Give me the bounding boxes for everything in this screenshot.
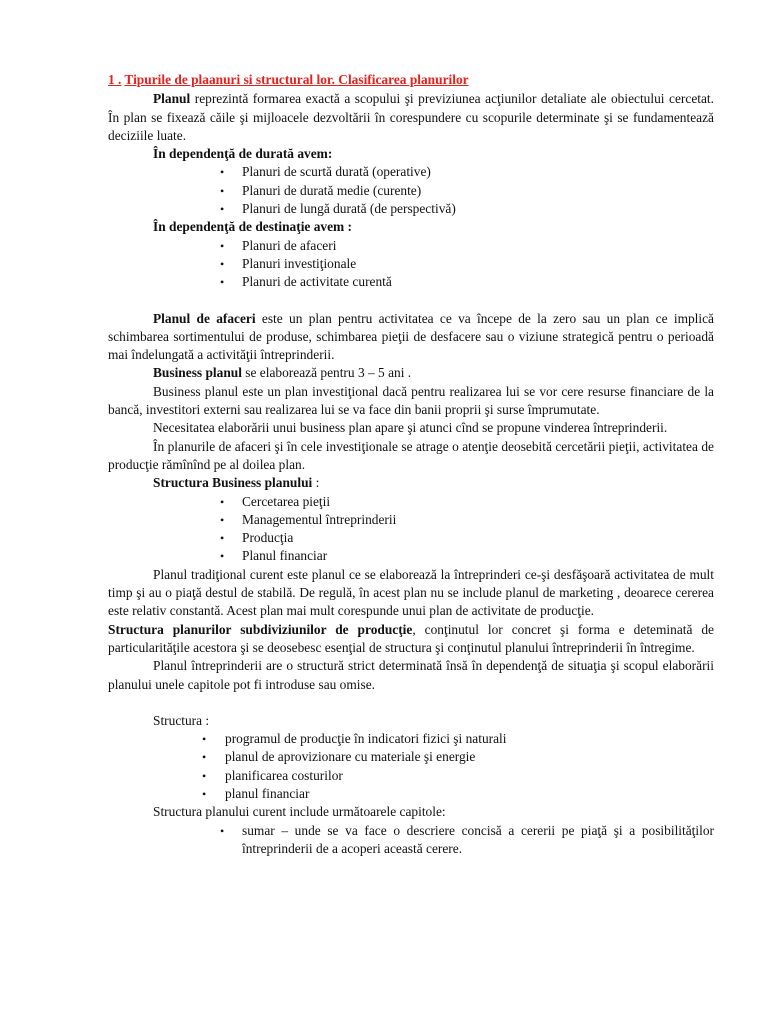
intro-paragraph [108, 90, 714, 145]
list-item [202, 730, 714, 748]
bullet-icon: • [202, 750, 207, 765]
current-plan-list [108, 822, 714, 859]
business-structure-heading-bold: Structura Business planului [153, 475, 313, 491]
list-item-text: Planul financiar [242, 548, 328, 564]
list-item-text: Planuri de lungă durată (de perspectivă) [242, 201, 456, 217]
list-item-text: planificarea costurilor [225, 767, 343, 783]
list-item [220, 200, 714, 218]
list-item [202, 748, 714, 766]
bullet-icon: • [220, 165, 225, 180]
bullet-icon: • [220, 549, 225, 564]
list-item-text: planul de aprovizionare cu materiale şi energie [225, 749, 476, 765]
bullet-icon: • [220, 531, 225, 546]
spacer [108, 292, 714, 310]
list-item-text: Managementul întreprinderii [242, 511, 397, 527]
bullet-icon: • [220, 494, 225, 509]
list-item-text: programul de producţie în indicatori fizici şi naturali [225, 731, 507, 747]
business-plan-definition-text: este un plan pentru activitatea ce va începe de la zero sau un plan ce implică schimbarea sortimentului de produse, schimbarea pieţii de desfacere sau o viziune strategică pentru o perioadă mai îndelungată a activităţii întreprinderii. [108, 310, 715, 363]
section-title [108, 71, 714, 89]
subdivisions-paragraph [108, 621, 714, 658]
bullet-icon: • [220, 202, 225, 217]
business-structure-list [108, 493, 714, 566]
destination-list [108, 237, 714, 292]
bullet-icon: • [220, 183, 225, 198]
list-item-text: Cercetarea pieţii [242, 493, 331, 509]
section-number: 1 . [108, 72, 122, 87]
list-item-text: sumar – unde se va face o descriere concisă a cererii pe piaţă şi a posibilităţilor întreprinderii de a acoperi această cerere. [242, 822, 714, 856]
business-plan-period [108, 364, 714, 382]
bullet-icon: • [220, 238, 225, 253]
business-structure-heading [108, 474, 714, 492]
bullet-icon: • [220, 823, 225, 838]
bullet-icon: • [202, 768, 207, 783]
spacer [108, 694, 714, 712]
subdivisions-text: , conţinutul lor concret şi forma e deteminată de particularităţile acestora şi se deosebesc esenţial de structura şi conţinutul planului întreprinderii în întregime. [108, 621, 715, 655]
list-item [220, 273, 714, 291]
intro-term: Planul [153, 91, 191, 107]
list-item-text: planul financiar [225, 785, 310, 801]
list-item [220, 163, 714, 181]
bullet-icon: • [220, 256, 225, 271]
list-item [220, 547, 714, 565]
necessity-paragraph: Necesitatea elaborării unui business plan apare şi atunci cînd se propune vinderea întreprinderii. [153, 420, 668, 436]
list-item [220, 493, 714, 511]
bullet-icon: • [202, 786, 207, 801]
business-structure-heading-rest: : [312, 475, 320, 491]
business-plan-term: Planul de afaceri [153, 310, 256, 326]
list-item [220, 237, 714, 255]
list-item-text: Producţia [242, 530, 294, 546]
investment-paragraph: Business planul este un plan investiţional dacă pentru realizarea lui se vor cere resurse financiare de la bancă, investitori externi sau realizarea lui se va face din banii proprii şi surse împrumutate. [108, 383, 714, 418]
structure-heading: Structura : [153, 712, 210, 728]
business-plan-period-term: Business planul [153, 365, 242, 381]
research-paragraph: În planurile de afaceri şi în cele investiţionale se atrage o atenţie deosebită cercetării pieţii, activitatea de producţie rămînînd pe al doilea plan. [108, 438, 714, 472]
intro-text: reprezintă formarea exactă a scopului şi previziunea acţiunilor detaliate ale obiectului cercetat. În plan se fixează căile şi mijloacele dezvoltării în corespundere cu scopurile determinate şi se fundamentează deciziile luate. [108, 91, 714, 143]
list-item [202, 767, 714, 785]
section-title-text: Tipurile de plaanuri si structural lor. Clasificarea planurilor [124, 72, 469, 87]
list-item-text: Planuri de durată medie (curente) [242, 182, 422, 198]
document-page [108, 71, 714, 858]
bullet-icon: • [220, 275, 225, 290]
list-item [220, 182, 714, 200]
duration-list [108, 163, 714, 218]
business-plan-period-text: se elaborează pentru 3 – 5 ani . [241, 365, 412, 381]
list-item-text: Planuri de afaceri [242, 237, 337, 253]
list-item [220, 511, 714, 529]
duration-heading-text: În dependenţă de durată avem: [153, 146, 333, 162]
destination-heading [108, 218, 714, 236]
list-item [220, 529, 714, 547]
bullet-icon: • [220, 512, 225, 527]
subdivisions-term: Structura planurilor subdiviziunilor de producţie [108, 621, 413, 637]
list-item-text: Planuri de scurtă durată (operative) [242, 164, 431, 180]
destination-heading-text: În dependenţă de destinaţie avem : [153, 219, 353, 235]
list-item-text: Planuri de activitate curentă [242, 274, 392, 290]
traditional-plan-paragraph: Planul tradiţional curent este planul ce se elaborează la întreprinderi ce-şi desfăşoară activitatea de mult timp şi au o piaţă destul de stabilă. De regulă, în acest plan nu se include planul de marketing , deoarece cererea este relativ constantă. Acest plan mai mult corespunde unui plan de activitate de producţie. [108, 566, 714, 619]
list-item [202, 785, 714, 803]
bullet-icon: • [202, 732, 207, 747]
duration-heading [108, 145, 714, 163]
list-item [220, 822, 714, 859]
list-item [220, 255, 714, 273]
business-plan-definition [108, 310, 714, 365]
structure-list [108, 730, 714, 803]
list-item-text: Planuri investiţionale [242, 255, 357, 271]
current-plan-heading: Structura planului curent include următoarele capitole: [153, 804, 446, 820]
enterprise-plan-paragraph: Planul întreprinderii are o structură strict determinată însă în dependenţă de situaţia şi scopul elaborării planului unele capitole pot fi introduse sau omise. [108, 658, 714, 692]
